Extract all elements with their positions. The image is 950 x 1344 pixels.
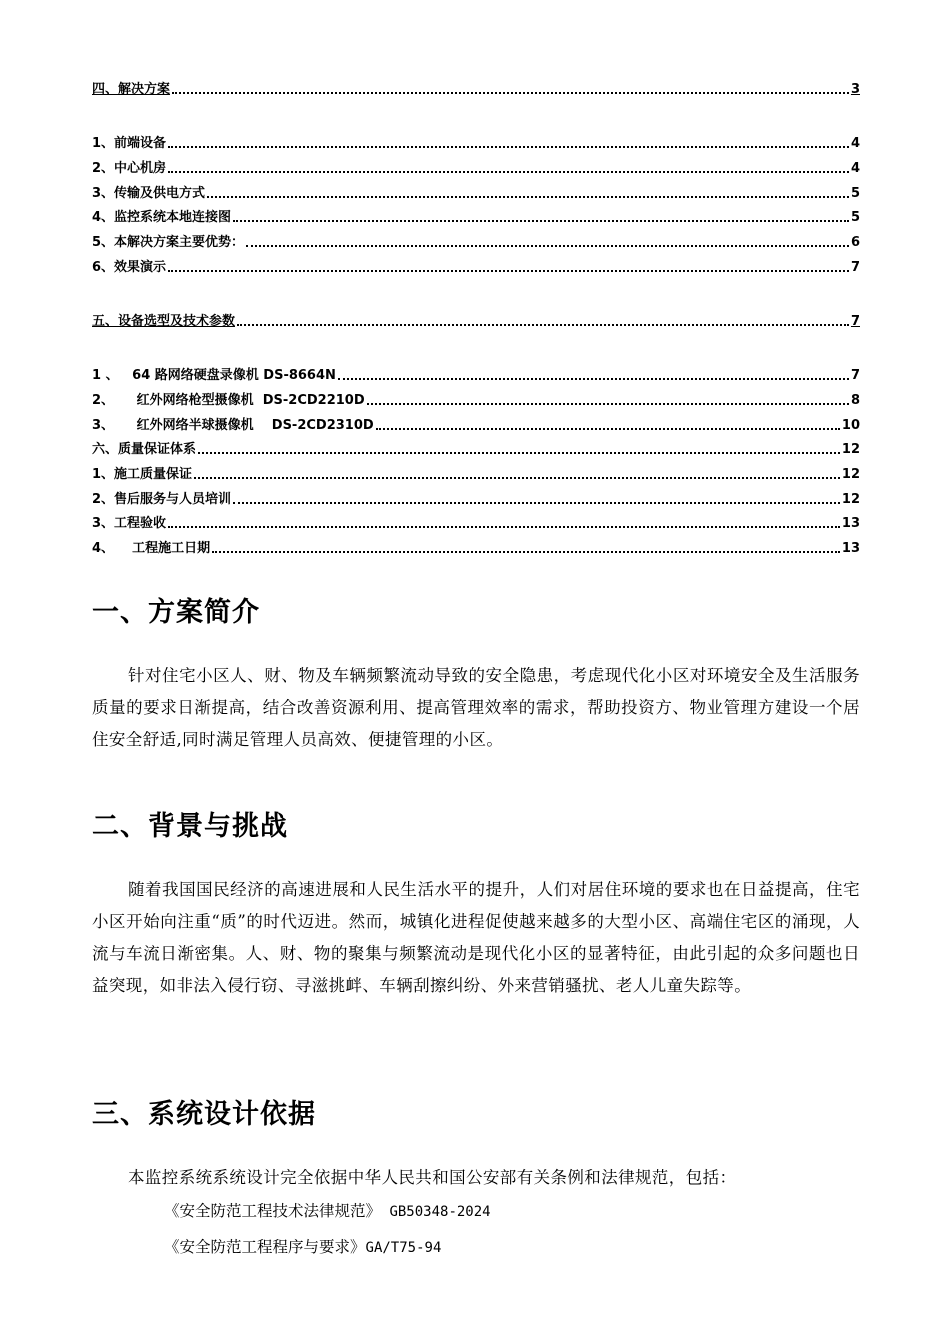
toc-entry-title: 1、前端设备 <box>92 136 167 151</box>
toc-entry[interactable] <box>92 76 860 98</box>
toc-entry-page: 3 <box>850 82 860 97</box>
toc-entry[interactable] <box>92 308 860 330</box>
toc-entry-title: 五、设备选型及技术参数 <box>92 314 236 329</box>
toc-entry[interactable] <box>92 362 860 384</box>
toc-entry-title: 四、解决方案 <box>92 82 171 97</box>
toc-entry-title: 4、 工程施工日期 <box>92 541 211 556</box>
toc-leader-dots <box>376 427 840 430</box>
toc-entry-title: 2、中心机房 <box>92 161 167 176</box>
standard-name: 《安全防范工程程序与要求》 <box>164 1238 366 1256</box>
toc-leader-dots <box>194 476 840 479</box>
toc-entry[interactable] <box>92 387 860 409</box>
toc-leader-dots <box>207 195 849 198</box>
toc-leader-dots <box>198 451 840 454</box>
toc-entry-page: 4 <box>850 136 860 151</box>
toc-entry-page: 4 <box>850 161 860 176</box>
toc-entry-title: 2、 红外网络枪型摄像机 DS-2CD2210D <box>92 393 365 408</box>
toc-leader-dots <box>237 323 849 326</box>
toc-entry[interactable] <box>92 254 860 276</box>
toc-entry-page: 5 <box>850 186 860 201</box>
standard-name: 《安全防范工程技术法律规范》 <box>164 1202 382 1220</box>
toc-entry[interactable] <box>92 229 860 251</box>
toc-entry-page: 13 <box>841 541 860 556</box>
toc-leader-dots <box>168 525 840 528</box>
section-heading-overview: 一、方案简介 <box>92 597 260 628</box>
toc-entry[interactable] <box>92 155 860 177</box>
toc-entry[interactable] <box>92 461 860 483</box>
toc-entry-page: 8 <box>850 393 860 408</box>
toc-leader-dots <box>212 550 840 553</box>
toc-entry-page: 12 <box>841 467 860 482</box>
toc-leader-dots <box>168 145 849 148</box>
toc-leader-dots <box>172 91 849 94</box>
standard-code: GB50348-2024 <box>381 1204 491 1220</box>
toc-entry-page: 7 <box>850 314 860 329</box>
toc-entry-title: 4、监控系统本地连接图 <box>92 210 232 225</box>
toc-leader-dots <box>168 170 849 173</box>
toc-entry-page: 5 <box>850 210 860 225</box>
toc-entry-title: 3、 红外网络半球摄像机 DS-2CD2310D <box>92 418 374 433</box>
toc-entry[interactable] <box>92 535 860 557</box>
toc-entry-page: 7 <box>850 260 860 275</box>
section-body-design-basis: 本监控系统系统设计完全依据中华人民共和国公安部有关条例和法律规范，包括： <box>128 1168 737 1187</box>
toc-entry-title: 3、工程验收 <box>92 516 167 531</box>
section-heading-background: 二、背景与挑战 <box>92 811 288 842</box>
toc-entry[interactable] <box>92 412 860 434</box>
toc-entry-title: 3、传输及供电方式 <box>92 186 206 201</box>
toc-entry[interactable] <box>92 180 860 202</box>
toc-leader-dots <box>233 501 840 504</box>
toc-leader-dots <box>233 219 849 222</box>
toc-entry-page: 6 <box>850 235 860 250</box>
toc-entry-title: 5、本解决方案主要优势： <box>92 235 245 250</box>
standard-item <box>164 1234 441 1261</box>
toc-entry-page: 12 <box>841 442 860 457</box>
toc-entry-title: 1 、 64 路网络硬盘录像机 DS-8664N <box>92 368 336 383</box>
standard-code: GA/T75-94 <box>365 1240 442 1256</box>
section-body-overview: 针对住宅小区人、财、物及车辆频繁流动导致的安全隐患，考虑现代化小区对环境安全及生活服务质量的要求日渐提高，结合改善资源利用、提高管理效率的需求，帮助投资方、物业管理方建设一个居住安全舒适,同时满足管理人员高效、便捷管理的小区。 <box>92 666 860 749</box>
toc-entry-page: 10 <box>841 418 860 433</box>
section-body-background: 随着我国国民经济的高速进展和人民生活水平的提升，人们对居住环境的要求也在日益提高，住宅小区开始向注重“质”的时代迈进。然而，城镇化进程促使越来越多的大型小区、高端住宅区的涌现，人流与车流日渐密集。人、财、物的聚集与频繁流动是现代化小区的显著特征，由此引起的众多问题也日益突现，如非法入侵行窃、寻滋挑衅、车辆刮擦纠纷、外来营销骚扰、老人儿童失踪等。 <box>92 880 860 995</box>
toc-leader-dots <box>338 377 849 380</box>
toc-entry[interactable] <box>92 510 860 532</box>
toc-entry-title: 6、效果演示 <box>92 260 167 275</box>
standard-item <box>164 1198 491 1225</box>
toc-entry-page: 7 <box>850 368 860 383</box>
toc-leader-dots <box>168 269 849 272</box>
toc-entry-title: 六、质量保证体系 <box>92 442 197 457</box>
toc-entry-title: 2、售后服务与人员培训 <box>92 492 232 507</box>
section-heading-design-basis: 三、系统设计依据 <box>92 1099 316 1130</box>
toc-entry[interactable] <box>92 130 860 152</box>
toc-entry[interactable] <box>92 436 860 458</box>
toc-entry-page: 12 <box>841 492 860 507</box>
toc-leader-dots <box>246 244 849 247</box>
toc-entry[interactable] <box>92 486 860 508</box>
toc-entry[interactable] <box>92 204 860 226</box>
toc-leader-dots <box>367 402 849 405</box>
toc-entry-page: 13 <box>841 516 860 531</box>
toc-entry-title: 1、施工质量保证 <box>92 467 193 482</box>
